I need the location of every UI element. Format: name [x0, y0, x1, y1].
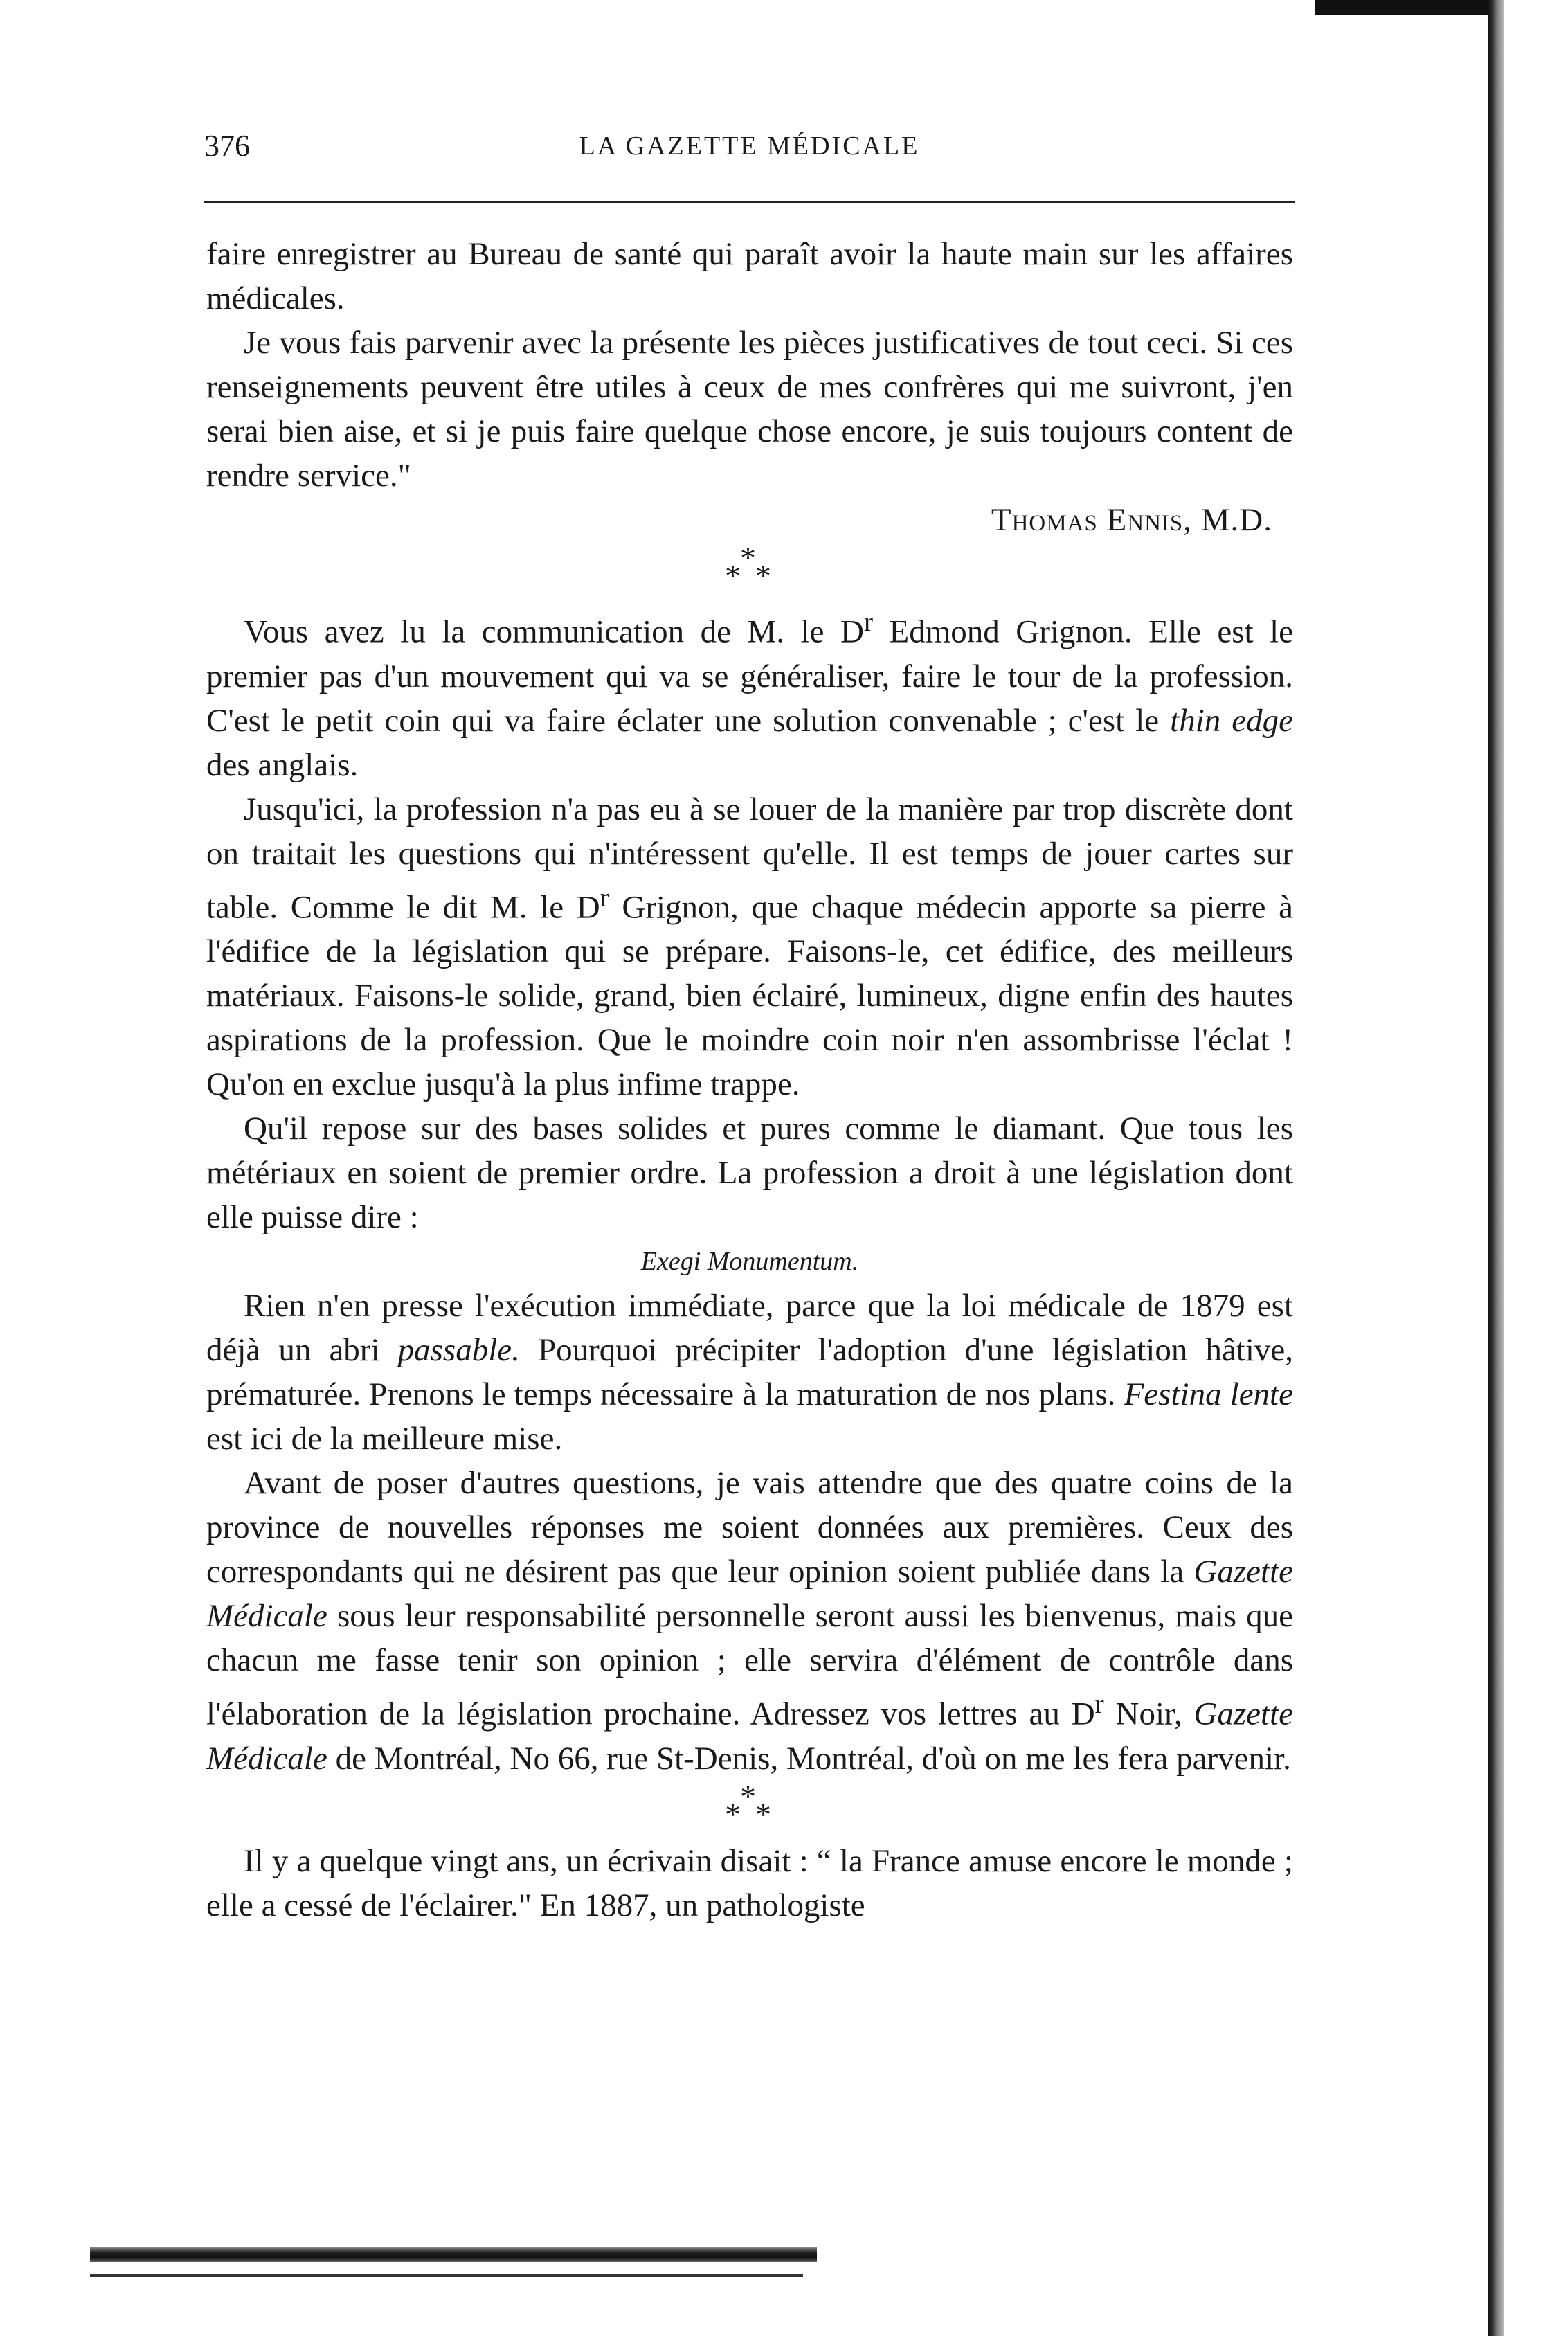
superscript: r: [1094, 1689, 1104, 1720]
asterisk-glyph: *: [725, 558, 741, 593]
page-number: 376: [204, 129, 250, 163]
scan-border-top-right: [1315, 0, 1502, 15]
paragraph-2: Je vous fais parvenir avec la présente les pièces justificatives de tout ceci. Si ces renseignements peuvent être utiles à ceux de mes confrères qui me suivront, j'en serai bien aise, et si je puis faire quelque chose encore, je suis toujours content de rendre service.": [206, 325, 1293, 494]
article-body: [206, 232, 1293, 1928]
paragraph-1: faire enregistrer au Bureau de santé qui paraît avoir la haute main sur les affaires médicales.: [206, 236, 1293, 316]
asterisk-glyph: *: [755, 1796, 771, 1832]
text-run: est ici de la meilleure mise.: [206, 1421, 563, 1457]
italic-phrase: passable.: [397, 1332, 520, 1369]
asterisk-glyph: *: [740, 1778, 756, 1814]
asterisk-glyph: *: [755, 558, 771, 593]
text-run: Grignon, que chaque médecin apporte sa pierre à l'édifice de la législation qui se prépare. Faisons-le, cet édifice, des meilleurs matériaux. Faisons-le solide, grand, bien éclairé, lumineux, digne enfin des hautes aspirations de la profession. Que le moindre coin noir n'en assombrisse l'éclat ! Qu'on en exclue jusqu'à la plus infime trappe.: [206, 889, 1293, 1103]
italic-phrase: Festina lente: [1124, 1376, 1293, 1413]
text-run: de Montréal, No 66, rue St-Denis, Montréal, d'où on me les fera parvenir.: [327, 1740, 1291, 1777]
italic-phrase: thin edge: [1170, 702, 1293, 739]
signature: Thomas Ennis, M.D.: [991, 502, 1272, 538]
scan-border-right: [1488, 0, 1504, 2336]
text-run: Avant de poser d'autres questions, je vais attendre que des quatre coins de la province de nouvelles réponses me soient données aux premières. Ceux des correspondants qui ne désirent pas que leur opinion soient publiée dans la: [206, 1465, 1293, 1590]
text-run: Noir,: [1103, 1696, 1194, 1732]
scan-border-bottom-line: [90, 2274, 803, 2277]
asterism-separator: [708, 1778, 791, 1832]
asterisk-glyph: *: [725, 1796, 741, 1832]
running-title: LA GAZETTE MÉDICALE: [579, 132, 920, 161]
superscript: r: [600, 882, 609, 913]
text-run: Edmond Grignon. Elle est le premier pas d'un mouvement qui va se généraliser, faire le tour de la profession. C'est le petit coin qui va faire éclater une solution convenable ; c'est le: [206, 613, 1294, 739]
asterism-separator: [708, 540, 791, 593]
text-run: Vous avez lu la communication de M. le D: [244, 613, 864, 650]
text-run: Rien n'en presse l'exécution immédiate, parce que la loi médicale de 1879 est déjà un abri: [206, 1288, 1293, 1369]
epigraph: Exegi Monumentum.: [640, 1247, 859, 1277]
superscript: r: [863, 607, 873, 637]
text-run: Jusqu'ici, la profession n'a pas eu à se louer de la manière par trop discrète dont on traitait les questions qui n'intéressent qu'elle. Il est temps de jouer cartes sur table. Comme le dit M. le D: [206, 791, 1293, 926]
italic-phrase: Gazette Médicale: [206, 1554, 1293, 1635]
paragraph-7: [206, 1461, 1293, 1781]
paragraph-4: [206, 787, 1293, 1107]
page-header: [204, 128, 1295, 177]
header-rule: [204, 201, 1295, 203]
asterisk-glyph: *: [740, 540, 756, 575]
italic-phrase: Gazette Médicale: [206, 1696, 1293, 1777]
text-run: des anglais.: [206, 746, 359, 783]
text-run: Pourquoi précipiter l'adoption d'une législation hâtive, prématurée. Prenons le temps nécessaire à la maturation de nos plans.: [206, 1332, 1293, 1413]
paragraph-3: [206, 600, 1293, 787]
paragraph-6: [206, 1284, 1293, 1461]
text-run: sous leur responsabilité personnelle seront aussi les bienvenus, mais que chacun me fasse tenir son opinion ; elle servira d'élément de contrôle dans l'élaboration de la législation prochaine. Adressez vos lettres au D: [206, 1598, 1293, 1732]
paragraph-8: Il y a quelque vingt ans, un écrivain disait : “ la France amuse encore le monde ; elle a cessé de l'éclairer." En 1887, un pathologiste: [206, 1842, 1293, 1923]
scan-border-bottom: [90, 2247, 817, 2262]
paragraph-5: Qu'il repose sur des bases solides et pures comme le diamant. Que tous les métériaux en soient de premier ordre. La profession a droit à une législation dont elle puisse dire :: [206, 1111, 1293, 1236]
